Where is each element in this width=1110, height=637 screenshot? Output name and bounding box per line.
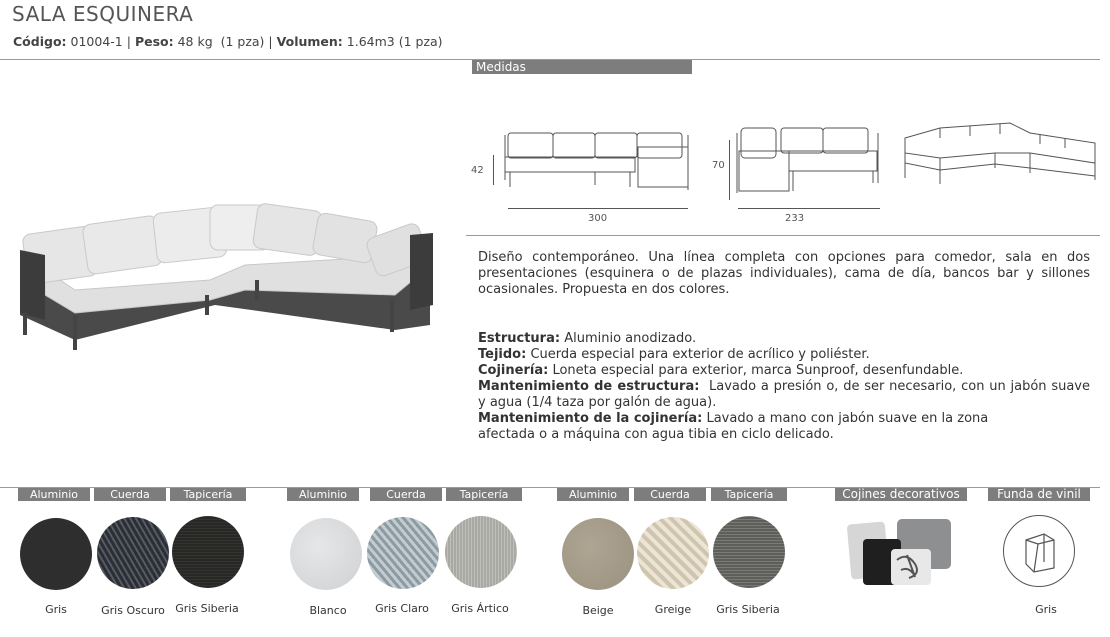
code-label: Código:: [13, 34, 67, 49]
tab-cuerda: Cuerda: [370, 488, 442, 501]
feature-list: [478, 331, 1090, 443]
product-description: Diseño contemporáneo. Una línea completa con opciones para comedor, sala en dos presentaciones (esquinera o de plazas individuales), cama de día, bancos bar y sillones ocasionales. Propuesta en dos colores.: [478, 250, 1090, 297]
swatch-gris-siberia: [713, 516, 785, 588]
tab-cuerda: Cuerda: [634, 488, 706, 501]
swatch-label: Beige: [582, 604, 614, 617]
volume-value: 1.64m3 (1 pza): [346, 34, 443, 49]
feature-cushion-maintenance: Mantenimiento de la cojinería: Lavado a mano con jabón suave en la zona afectada o a máquina con agua tibia en ciclo delicado.: [478, 411, 989, 442]
side-dimension-drawing: [733, 123, 883, 198]
swatch-gris-siberia: [172, 516, 244, 588]
swatch-gris-oscuro: [97, 517, 169, 589]
front-width-line: [508, 208, 688, 209]
tab-cuerda: Cuerda: [94, 488, 166, 501]
feature-cushions: Cojinería: Loneta especial para exterior, marca Sunproof, desenfundable.: [478, 363, 964, 378]
front-dimension-drawing: [500, 125, 695, 200]
swatch-gris-artico: [445, 516, 517, 588]
side-width-line: [738, 208, 880, 209]
swatch-beige: [562, 518, 634, 590]
swatch-label: Gris Siberia: [716, 603, 780, 616]
tab-tapiceria: Tapicería: [446, 488, 522, 501]
swatch-gris: [20, 518, 92, 590]
weight-label: Peso:: [134, 34, 174, 49]
sofa-photo: [15, 195, 445, 360]
swatch-greige: [637, 517, 709, 589]
vinyl-cover-icon: [1003, 515, 1075, 587]
side-height-label: 70: [712, 160, 725, 171]
swatch-blanco: [290, 518, 362, 590]
feature-structure: Estructura: Aluminio anodizado.: [478, 331, 697, 346]
tab-aluminio: Aluminio: [18, 488, 90, 501]
tab-aluminio: Aluminio: [287, 488, 359, 501]
tab-cojines-decorativos: Cojines decorativos: [835, 488, 967, 501]
measures-divider: [466, 235, 1100, 236]
measures-tab: Medidas: [472, 60, 692, 74]
separator: |: [268, 34, 273, 49]
swatch-label: Blanco: [309, 604, 347, 617]
swatch-label: Gris Ártico: [451, 602, 509, 615]
feature-fabric: Tejido: Cuerda especial para exterior de acrílico y poliéster.: [478, 347, 870, 362]
feature-structure-maintenance: Mantenimiento de estructura: Lavado a presión o, de ser necesario, con un jabón suave y agua (1/4 taza por galón de agua).: [478, 379, 1091, 410]
separator: |: [126, 34, 131, 49]
side-height-line: [729, 140, 730, 200]
swatch-label: Gris Claro: [375, 602, 429, 615]
tab-tapiceria: Tapicería: [170, 488, 246, 501]
tab-tapiceria: Tapicería: [711, 488, 787, 501]
weight-value: 48 kg (1 pza): [177, 34, 265, 49]
page-title: SALA ESQUINERA: [12, 2, 194, 26]
swatch-label: Gris Oscuro: [101, 604, 165, 617]
swatch-label: Greige: [654, 603, 692, 616]
tab-aluminio: Aluminio: [557, 488, 629, 501]
front-width-label: 300: [588, 213, 608, 224]
volume-label: Volumen:: [276, 34, 343, 49]
swatch-gris-claro: [367, 517, 439, 589]
side-width-label: 233: [785, 213, 805, 224]
swatch-label: Gris: [45, 603, 67, 616]
front-height-label: 42: [471, 165, 484, 176]
swatch-label: Gris Siberia: [175, 602, 239, 615]
swatch-label: Gris: [1035, 603, 1057, 616]
decorative-cushions-photo: [845, 515, 957, 590]
perspective-drawing: [900, 118, 1100, 190]
tab-funda-de-vinil: Funda de vinil: [988, 488, 1090, 501]
front-height-line: [493, 155, 494, 185]
code-value: 01004-1: [70, 34, 123, 49]
product-specs: [13, 34, 443, 49]
